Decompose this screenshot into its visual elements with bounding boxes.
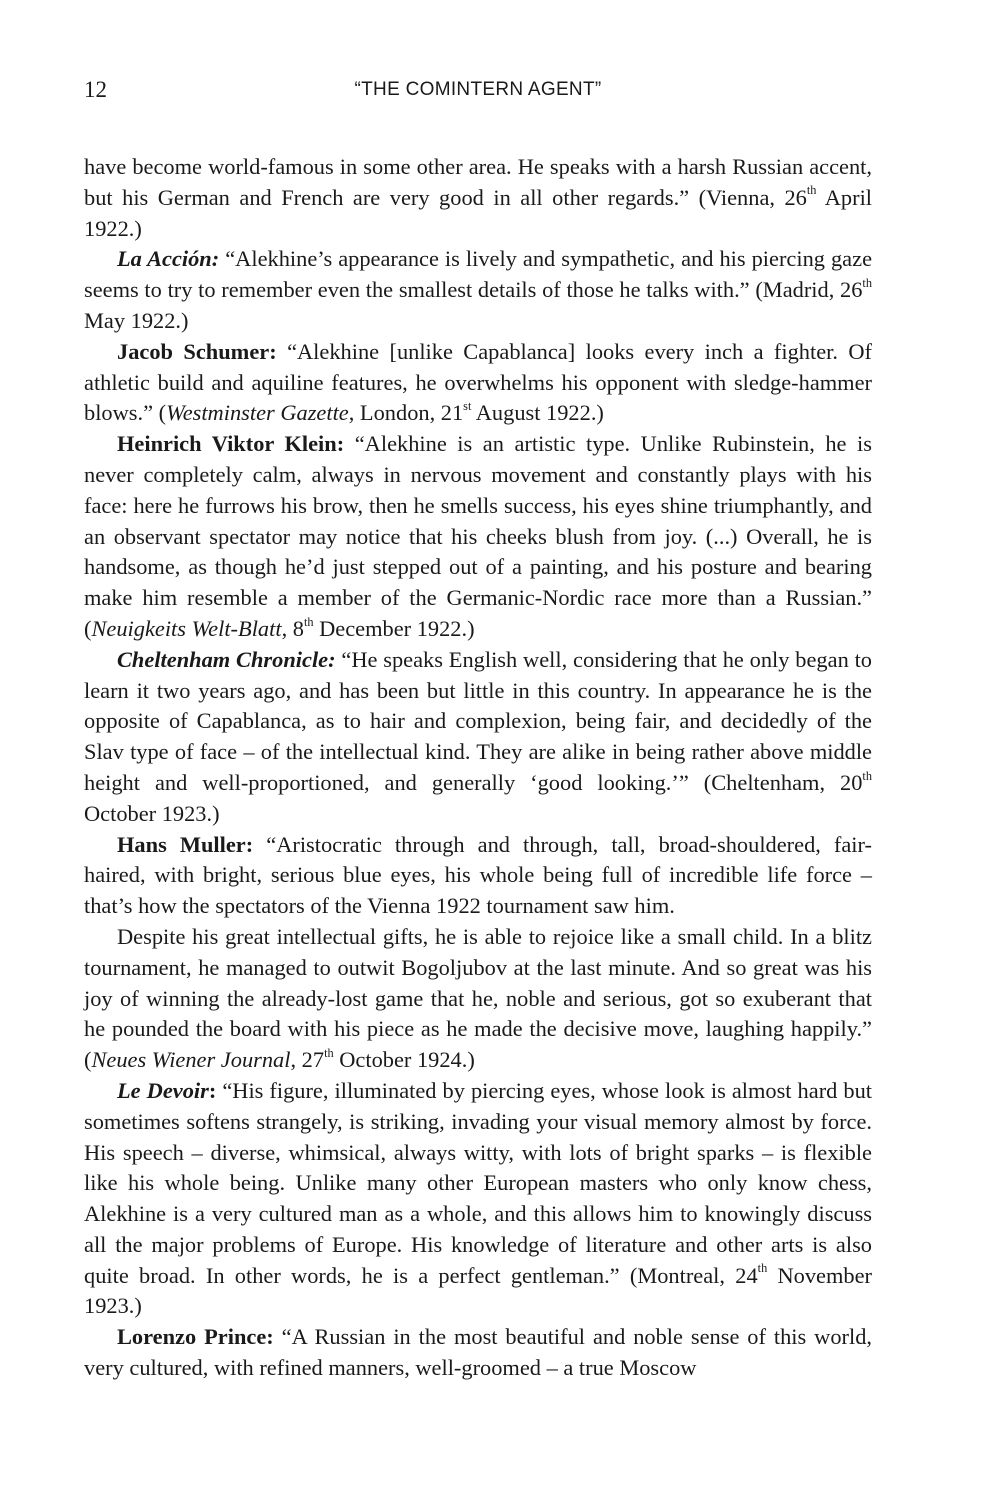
citation-tail: October 1923.) <box>84 800 220 826</box>
ordinal-suffix: th <box>324 1045 334 1060</box>
citation-tail: November 1923.) <box>84 1262 872 1319</box>
quote-source-name: Heinrich Viktor Klein: <box>117 431 345 457</box>
ordinal-suffix: th <box>303 614 314 629</box>
running-title: “THE COMINTERN AGENT” <box>354 79 602 100</box>
quote-text: “Alekhine [unlike Capablanca] looks every inch a fighter. Of athletic build and aquiline features, he overwhelms his opponent with sledge-hammer blows.” ( <box>84 338 873 426</box>
citation-text: , London, 21 <box>348 400 464 426</box>
ordinal-suffix: th <box>806 183 817 198</box>
quote-paragraph <box>84 1322 872 1384</box>
citation-text: , 27 <box>290 1047 325 1073</box>
quote-source-name: Hans Muller: <box>117 831 254 857</box>
citation-tail: October 1924.) <box>333 1047 475 1073</box>
quote-source-name: Lorenzo Prince: <box>117 1324 274 1350</box>
quote-text: “Aristocratic through and through, tall, broad-shouldered, fair-haired, with bright, serious blue eyes, his whole being full of incredible life force – that’s how the spectators of the Vienna 1922 tournament saw him. <box>84 831 872 919</box>
quote-paragraph <box>84 645 872 830</box>
quote-paragraph <box>84 337 872 429</box>
quote-text: “A Russian in the most beautiful and noble sense of this world, very cultured, with refined manners, well-groomed – a true Moscow <box>84 1324 873 1381</box>
body-text <box>84 152 872 1384</box>
paragraph-continuation <box>84 152 872 244</box>
ordinal-suffix: st <box>463 399 472 414</box>
quote-text: “He speaks English well, considering that he only began to learn it two years ago, and has been but little in this country. In appearance he is the opposite of Capablanca, as to hair and complexion, being fair, and decidedly of the Slav type of face – of the intellectual kind. They are alike in being rather above middle height and well-proportioned, and generally ‘good looking.’” (Cheltenham, 20 <box>84 646 873 795</box>
quote-text: “His figure, illuminated by piercing eyes, whose look is almost hard but sometimes softens strangely, is striking, invading your visual memory almost by force. His speech – diverse, whimsical, always witty, with lots of bright sparks – is flexible like his whole being. Unlike many other European masters who only know chess, Alekhine is a very cultured man as a whole, and this allows him to knowingly discuss all the major problems of Europe. His knowledge of literature and other arts is also quite broad. In other words, he is a perfect gentleman.” (Montreal, 24 <box>84 1077 872 1288</box>
ordinal-suffix: th <box>862 768 872 783</box>
ordinal-suffix: th <box>757 1261 768 1276</box>
quote-paragraph <box>84 244 872 336</box>
quote-continuation <box>84 922 872 1076</box>
publication-title: Neues Wiener Journal <box>91 1047 291 1073</box>
quote-text: “Alekhine’s appearance is lively and sympathetic, and his piercing gaze seems to try to remember even the smallest details of those he talks with.” (Madrid, 26 <box>84 246 873 303</box>
publication-title: Neuigkeits Welt-Blatt <box>91 615 282 641</box>
page-number: 12 <box>84 77 107 102</box>
quote-paragraph <box>84 429 872 645</box>
quote-text: Despite his great intellectual gifts, he is able to rejoice like a small child. In a blitz tournament, he managed to outwit Bogoljubov at the last minute. And so great was his joy of winning the already-lost game that he, noble and serious, got so exuberant that he pounded the board with his piece as he made the decisive move, laughing happily.” ( <box>84 923 872 1073</box>
citation-tail: May 1922.) <box>84 307 189 333</box>
quote-text: “Alekhine is an artistic type. Unlike Rubinstein, he is never completely calm, always in nervous movement and constantly plays with his face: here he furrows his brow, then he smells success, his eyes shine triumphantly, and an observant spectator may notice that his cheeks blush from joy. (...) Overall, he is handsome, as though he’d just stepped out of a painting, and his posture and bearing make him resemble a member of the Germanic-Nordic race more than a Russian.” ( <box>84 431 872 641</box>
citation-text: , 8 <box>281 615 304 641</box>
paragraph-text: have become world-famous in some other area. He speaks with a harsh Russian accent, but his German and French are very good in all other regards.” (Vienna, 26 <box>84 154 872 210</box>
quote-source-colon: : <box>208 1077 217 1103</box>
quote-paragraph <box>84 830 872 922</box>
quote-source-name: Le Devoir <box>117 1077 209 1103</box>
citation-tail: April 1922.) <box>84 184 873 241</box>
quote-source-name: Cheltenham Chronicle: <box>117 646 336 672</box>
publication-title: Westminster Gazette <box>166 400 349 426</box>
citation-tail: August 1922.) <box>471 400 604 426</box>
running-header <box>84 74 872 106</box>
citation-tail: December 1922.) <box>313 615 475 641</box>
quote-source-name: La Acción: <box>117 246 220 272</box>
quote-source-name: Jacob Schumer: <box>117 338 277 364</box>
ordinal-suffix: th <box>862 275 872 290</box>
quote-paragraph <box>84 1076 872 1322</box>
